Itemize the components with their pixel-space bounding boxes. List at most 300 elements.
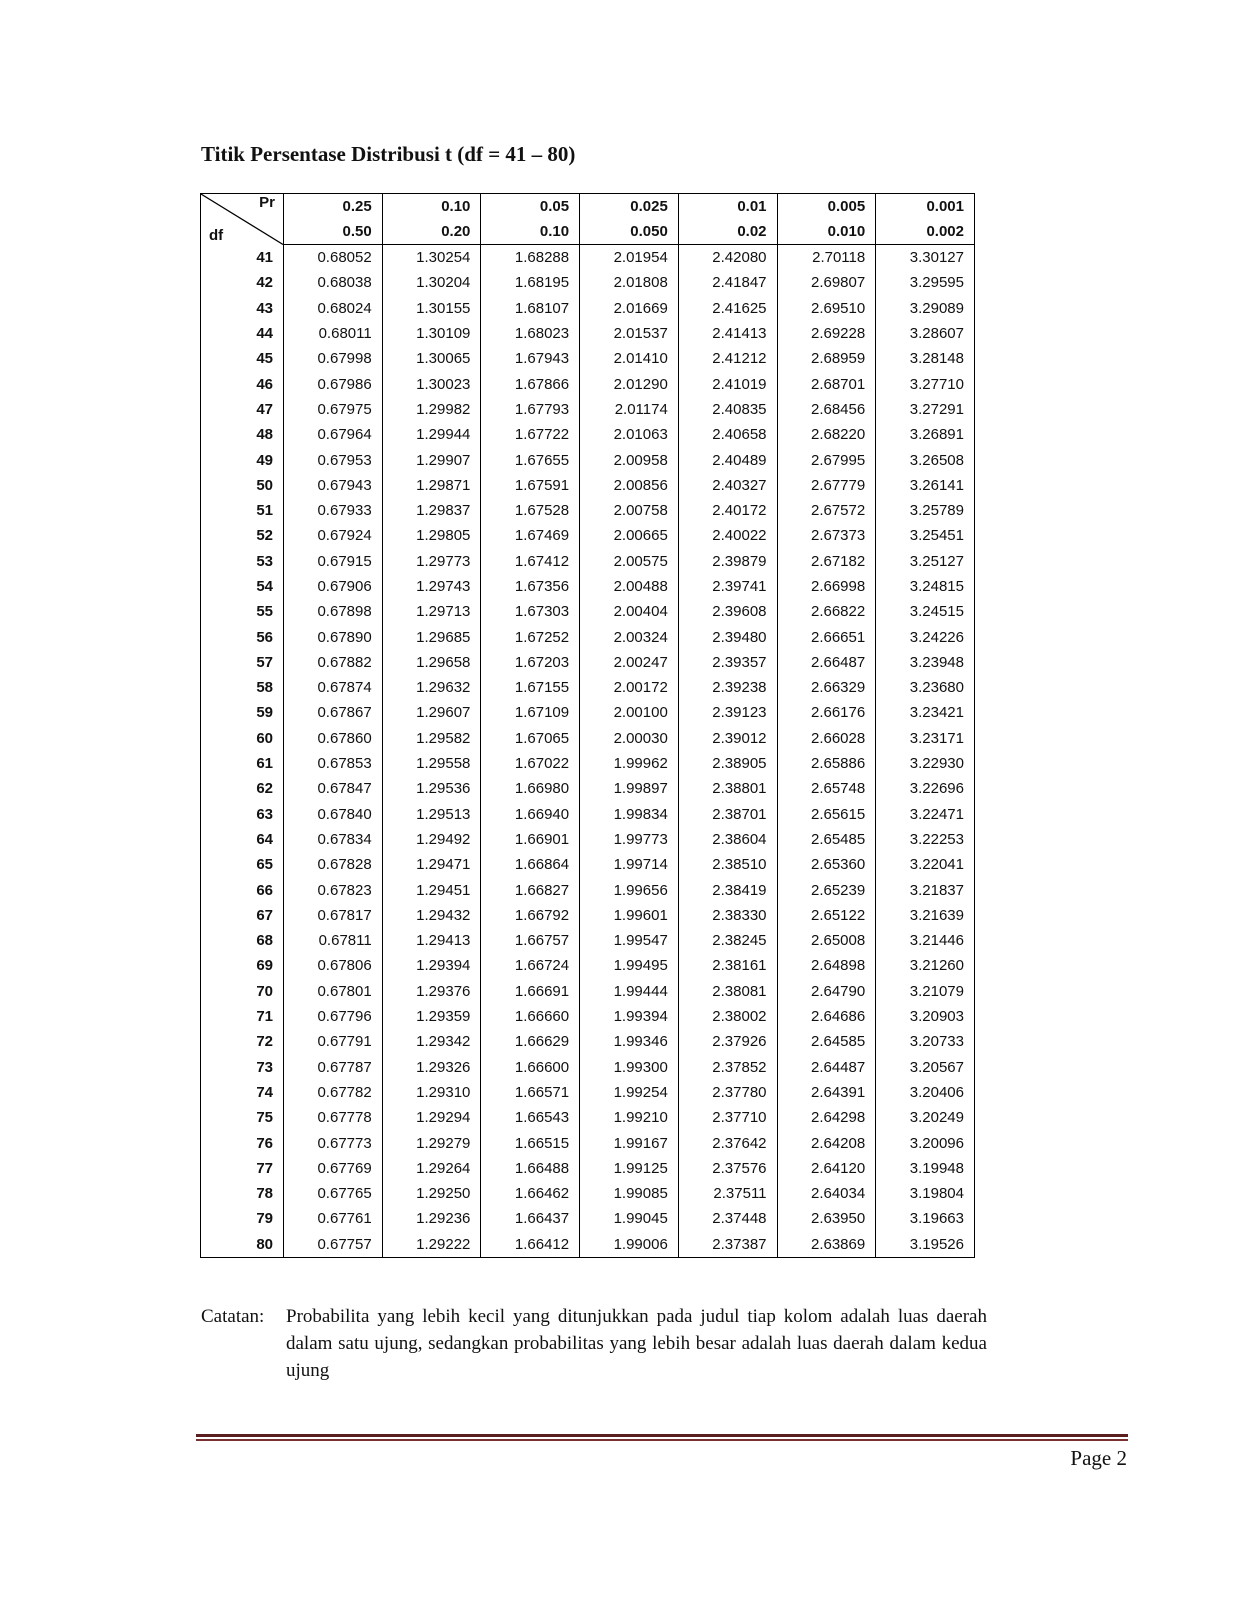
table-row [201, 270, 975, 295]
value-cell: 1.67866 [481, 371, 580, 396]
value-cell: 3.21837 [876, 877, 975, 902]
value-cell: 3.28607 [876, 321, 975, 346]
value-cell: 2.65239 [777, 877, 876, 902]
value-cell: 3.23680 [876, 675, 975, 700]
value-cell: 1.29451 [382, 877, 481, 902]
value-cell: 2.64790 [777, 979, 876, 1004]
value-cell: 2.67182 [777, 549, 876, 574]
value-cell: 2.37387 [678, 1232, 777, 1258]
value-cell: 2.38701 [678, 802, 777, 827]
df-cell: 72 [201, 1029, 284, 1054]
value-cell: 1.29658 [382, 650, 481, 675]
value-cell: 1.67303 [481, 599, 580, 624]
value-cell: 0.67791 [284, 1029, 383, 1054]
table-row [201, 447, 975, 472]
value-cell: 2.66651 [777, 624, 876, 649]
table-row [201, 1232, 975, 1258]
value-cell: 1.30065 [382, 346, 481, 371]
value-cell: 2.67995 [777, 447, 876, 472]
value-cell: 1.29907 [382, 447, 481, 472]
value-cell: 3.24226 [876, 624, 975, 649]
value-cell: 3.20733 [876, 1029, 975, 1054]
value-cell: 3.21446 [876, 928, 975, 953]
value-cell: 2.37448 [678, 1206, 777, 1231]
value-cell: 2.64585 [777, 1029, 876, 1054]
table-row [201, 296, 975, 321]
df-cell: 76 [201, 1130, 284, 1155]
value-cell: 2.41625 [678, 296, 777, 321]
table-row [201, 1105, 975, 1130]
df-cell: 54 [201, 574, 284, 599]
value-cell: 2.38161 [678, 953, 777, 978]
value-cell: 0.67778 [284, 1105, 383, 1130]
value-cell: 1.99210 [580, 1105, 679, 1130]
value-cell: 3.22471 [876, 802, 975, 827]
df-cell: 61 [201, 751, 284, 776]
df-cell: 67 [201, 903, 284, 928]
value-cell: 2.00665 [580, 523, 679, 548]
value-cell: 3.19804 [876, 1181, 975, 1206]
value-cell: 2.37780 [678, 1080, 777, 1105]
df-cell: 74 [201, 1080, 284, 1105]
table-row [201, 650, 975, 675]
value-cell: 1.99444 [580, 979, 679, 1004]
df-cell: 53 [201, 549, 284, 574]
header-row-two-tail [201, 219, 975, 245]
value-cell: 1.99167 [580, 1130, 679, 1155]
value-cell: 2.41413 [678, 321, 777, 346]
table-row [201, 1004, 975, 1029]
value-cell: 0.67898 [284, 599, 383, 624]
value-cell: 1.29773 [382, 549, 481, 574]
value-cell: 2.40658 [678, 422, 777, 447]
value-cell: 3.20096 [876, 1130, 975, 1155]
value-cell: 1.67528 [481, 498, 580, 523]
value-cell: 0.67757 [284, 1232, 383, 1258]
value-cell: 1.99834 [580, 802, 679, 827]
value-cell: 1.29805 [382, 523, 481, 548]
table-row [201, 877, 975, 902]
value-cell: 3.25789 [876, 498, 975, 523]
value-cell: 2.37511 [678, 1181, 777, 1206]
df-cell: 57 [201, 650, 284, 675]
value-cell: 1.29326 [382, 1055, 481, 1080]
value-cell: 1.99547 [580, 928, 679, 953]
value-cell: 2.39741 [678, 574, 777, 599]
value-cell: 2.41847 [678, 270, 777, 295]
df-cell: 79 [201, 1206, 284, 1231]
value-cell: 1.29279 [382, 1130, 481, 1155]
df-cell: 56 [201, 624, 284, 649]
value-cell: 1.30109 [382, 321, 481, 346]
value-cell: 1.66629 [481, 1029, 580, 1054]
value-cell: 1.29250 [382, 1181, 481, 1206]
value-cell: 2.68959 [777, 346, 876, 371]
value-cell: 1.66940 [481, 802, 580, 827]
value-cell: 2.69807 [777, 270, 876, 295]
value-cell: 1.29376 [382, 979, 481, 1004]
value-cell: 0.67924 [284, 523, 383, 548]
df-cell: 42 [201, 270, 284, 295]
value-cell: 1.99254 [580, 1080, 679, 1105]
value-cell: 2.64298 [777, 1105, 876, 1130]
t-distribution-table [200, 193, 975, 1258]
value-cell: 1.67203 [481, 650, 580, 675]
value-cell: 3.23948 [876, 650, 975, 675]
value-cell: 1.29492 [382, 827, 481, 852]
value-cell: 2.00575 [580, 549, 679, 574]
value-cell: 1.66757 [481, 928, 580, 953]
note-label: Catatan: [201, 1306, 265, 1327]
value-cell: 3.23171 [876, 726, 975, 751]
table-row [201, 700, 975, 725]
table-row [201, 498, 975, 523]
value-cell: 1.66543 [481, 1105, 580, 1130]
value-cell: 3.25127 [876, 549, 975, 574]
value-cell: 1.67412 [481, 549, 580, 574]
value-cell: 1.29743 [382, 574, 481, 599]
value-cell: 1.29944 [382, 422, 481, 447]
note-text: Probabilita yang lebih kecil yang ditunjukkan pada judul tiap kolom adalah luas daerah dalam satu ujung, sedangkan probabilitas yang lebih besar adalah luas daerah dalam kedua ujung [286, 1306, 987, 1381]
table-row [201, 574, 975, 599]
table-row [201, 1080, 975, 1105]
table-row [201, 802, 975, 827]
table-row [201, 675, 975, 700]
value-cell: 1.66515 [481, 1130, 580, 1155]
df-cell: 63 [201, 802, 284, 827]
value-cell: 2.01410 [580, 346, 679, 371]
df-cell: 62 [201, 776, 284, 801]
value-cell: 1.29413 [382, 928, 481, 953]
table-row [201, 726, 975, 751]
value-cell: 1.30155 [382, 296, 481, 321]
value-cell: 2.65485 [777, 827, 876, 852]
df-cell: 43 [201, 296, 284, 321]
value-cell: 1.29632 [382, 675, 481, 700]
value-cell: 1.29222 [382, 1232, 481, 1258]
note-block [201, 1303, 987, 1384]
value-cell: 2.64034 [777, 1181, 876, 1206]
value-cell: 1.29513 [382, 802, 481, 827]
value-cell: 0.67834 [284, 827, 383, 852]
value-cell: 1.66724 [481, 953, 580, 978]
value-cell: 0.67828 [284, 852, 383, 877]
value-cell: 2.37642 [678, 1130, 777, 1155]
corner-pr-label: Pr [259, 194, 275, 211]
value-cell: 2.39238 [678, 675, 777, 700]
value-cell: 0.67860 [284, 726, 383, 751]
footer-divider-thick [196, 1434, 1128, 1437]
value-cell: 2.64208 [777, 1130, 876, 1155]
footer-divider [196, 1434, 1128, 1442]
value-cell: 2.00324 [580, 624, 679, 649]
value-cell: 2.64686 [777, 1004, 876, 1029]
value-cell: 1.66437 [481, 1206, 580, 1231]
value-cell: 1.29871 [382, 473, 481, 498]
value-cell: 2.00488 [580, 574, 679, 599]
value-cell: 1.29837 [382, 498, 481, 523]
df-cell: 55 [201, 599, 284, 624]
value-cell: 1.66864 [481, 852, 580, 877]
value-cell: 2.42080 [678, 245, 777, 271]
header-one-tail-2: 0.05 [481, 194, 580, 220]
value-cell: 1.99085 [580, 1181, 679, 1206]
value-cell: 1.99300 [580, 1055, 679, 1080]
value-cell: 1.66488 [481, 1156, 580, 1181]
value-cell: 0.67964 [284, 422, 383, 447]
value-cell: 2.00247 [580, 650, 679, 675]
value-cell: 3.26891 [876, 422, 975, 447]
value-cell: 2.40022 [678, 523, 777, 548]
df-cell: 71 [201, 1004, 284, 1029]
df-cell: 46 [201, 371, 284, 396]
df-cell: 65 [201, 852, 284, 877]
value-cell: 3.22253 [876, 827, 975, 852]
value-cell: 2.68701 [777, 371, 876, 396]
value-cell: 0.67998 [284, 346, 383, 371]
value-cell: 1.29359 [382, 1004, 481, 1029]
value-cell: 1.29310 [382, 1080, 481, 1105]
value-cell: 1.66980 [481, 776, 580, 801]
df-cell: 75 [201, 1105, 284, 1130]
value-cell: 2.65886 [777, 751, 876, 776]
header-one-tail-4: 0.01 [678, 194, 777, 220]
value-cell: 0.67953 [284, 447, 383, 472]
value-cell: 1.67155 [481, 675, 580, 700]
header-two-tail-3: 0.050 [580, 219, 679, 245]
value-cell: 2.38081 [678, 979, 777, 1004]
value-cell: 3.25451 [876, 523, 975, 548]
value-cell: 1.67469 [481, 523, 580, 548]
value-cell: 2.00856 [580, 473, 679, 498]
value-cell: 2.66998 [777, 574, 876, 599]
value-cell: 2.37576 [678, 1156, 777, 1181]
value-cell: 2.64391 [777, 1080, 876, 1105]
value-cell: 0.67986 [284, 371, 383, 396]
value-cell: 2.69510 [777, 296, 876, 321]
df-cell: 48 [201, 422, 284, 447]
value-cell: 2.38801 [678, 776, 777, 801]
value-cell: 2.68456 [777, 397, 876, 422]
table-row [201, 549, 975, 574]
value-cell: 2.39608 [678, 599, 777, 624]
value-cell: 2.68220 [777, 422, 876, 447]
value-cell: 0.67806 [284, 953, 383, 978]
df-cell: 66 [201, 877, 284, 902]
value-cell: 0.67882 [284, 650, 383, 675]
table-row [201, 751, 975, 776]
value-cell: 2.00172 [580, 675, 679, 700]
value-cell: 2.39123 [678, 700, 777, 725]
value-cell: 2.65360 [777, 852, 876, 877]
value-cell: 1.99601 [580, 903, 679, 928]
header-two-tail-5: 0.010 [777, 219, 876, 245]
value-cell: 1.99346 [580, 1029, 679, 1054]
value-cell: 1.66462 [481, 1181, 580, 1206]
header-two-tail-4: 0.02 [678, 219, 777, 245]
df-cell: 50 [201, 473, 284, 498]
value-cell: 2.01290 [580, 371, 679, 396]
value-cell: 1.68023 [481, 321, 580, 346]
value-cell: 1.67722 [481, 422, 580, 447]
value-cell: 2.39357 [678, 650, 777, 675]
df-cell: 59 [201, 700, 284, 725]
value-cell: 0.67796 [284, 1004, 383, 1029]
value-cell: 3.20903 [876, 1004, 975, 1029]
value-cell: 3.21260 [876, 953, 975, 978]
df-cell: 69 [201, 953, 284, 978]
df-cell: 68 [201, 928, 284, 953]
value-cell: 0.67874 [284, 675, 383, 700]
value-cell: 1.68288 [481, 245, 580, 271]
value-cell: 1.99656 [580, 877, 679, 902]
table-body [201, 245, 975, 1258]
value-cell: 1.29582 [382, 726, 481, 751]
df-cell: 47 [201, 397, 284, 422]
value-cell: 2.38510 [678, 852, 777, 877]
value-cell: 1.67065 [481, 726, 580, 751]
table-row [201, 346, 975, 371]
value-cell: 2.40489 [678, 447, 777, 472]
page-number: Page 2 [1070, 1446, 1127, 1470]
value-cell: 1.29713 [382, 599, 481, 624]
page-title: Titik Persentase Distribusi t (df = 41 – 80) [201, 142, 576, 166]
table-row [201, 523, 975, 548]
value-cell: 3.20249 [876, 1105, 975, 1130]
value-cell: 2.40172 [678, 498, 777, 523]
value-cell: 0.68024 [284, 296, 383, 321]
value-cell: 3.26508 [876, 447, 975, 472]
value-cell: 2.37710 [678, 1105, 777, 1130]
value-cell: 2.38245 [678, 928, 777, 953]
value-cell: 1.29264 [382, 1156, 481, 1181]
df-cell: 44 [201, 321, 284, 346]
value-cell: 0.67853 [284, 751, 383, 776]
value-cell: 0.67840 [284, 802, 383, 827]
value-cell: 1.99394 [580, 1004, 679, 1029]
value-cell: 1.67943 [481, 346, 580, 371]
value-cell: 2.66487 [777, 650, 876, 675]
value-cell: 3.19663 [876, 1206, 975, 1231]
value-cell: 1.29471 [382, 852, 481, 877]
value-cell: 2.39879 [678, 549, 777, 574]
table-row [201, 624, 975, 649]
value-cell: 2.00758 [580, 498, 679, 523]
value-cell: 1.66571 [481, 1080, 580, 1105]
value-cell: 1.29432 [382, 903, 481, 928]
value-cell: 2.01669 [580, 296, 679, 321]
value-cell: 2.65615 [777, 802, 876, 827]
value-cell: 0.68038 [284, 270, 383, 295]
value-cell: 3.21639 [876, 903, 975, 928]
value-cell: 1.67022 [481, 751, 580, 776]
df-cell: 52 [201, 523, 284, 548]
value-cell: 0.67782 [284, 1080, 383, 1105]
value-cell: 2.65748 [777, 776, 876, 801]
value-cell: 3.23421 [876, 700, 975, 725]
value-cell: 2.40327 [678, 473, 777, 498]
value-cell: 1.67655 [481, 447, 580, 472]
header-one-tail-0: 0.25 [284, 194, 383, 220]
value-cell: 1.30023 [382, 371, 481, 396]
value-cell: 2.38604 [678, 827, 777, 852]
value-cell: 3.29595 [876, 270, 975, 295]
value-cell: 0.67867 [284, 700, 383, 725]
table-row [201, 397, 975, 422]
value-cell: 2.70118 [777, 245, 876, 271]
value-cell: 1.66600 [481, 1055, 580, 1080]
value-cell: 2.41019 [678, 371, 777, 396]
corner-cell [201, 194, 284, 245]
value-cell: 2.38905 [678, 751, 777, 776]
value-cell: 1.99045 [580, 1206, 679, 1231]
table-row [201, 979, 975, 1004]
value-cell: 0.67975 [284, 397, 383, 422]
value-cell: 2.41212 [678, 346, 777, 371]
value-cell: 1.67356 [481, 574, 580, 599]
value-cell: 2.66176 [777, 700, 876, 725]
df-cell: 80 [201, 1232, 284, 1258]
table-row [201, 245, 975, 271]
value-cell: 2.63950 [777, 1206, 876, 1231]
header-one-tail-3: 0.025 [580, 194, 679, 220]
value-cell: 2.01954 [580, 245, 679, 271]
value-cell: 1.29558 [382, 751, 481, 776]
value-cell: 1.99962 [580, 751, 679, 776]
df-cell: 51 [201, 498, 284, 523]
table-row [201, 371, 975, 396]
table-row [201, 1206, 975, 1231]
value-cell: 1.66792 [481, 903, 580, 928]
value-cell: 2.67779 [777, 473, 876, 498]
table-row [201, 928, 975, 953]
value-cell: 1.29607 [382, 700, 481, 725]
value-cell: 2.66329 [777, 675, 876, 700]
value-cell: 1.29685 [382, 624, 481, 649]
df-cell: 70 [201, 979, 284, 1004]
value-cell: 1.67793 [481, 397, 580, 422]
header-one-tail-5: 0.005 [777, 194, 876, 220]
table-row [201, 1055, 975, 1080]
value-cell: 1.66827 [481, 877, 580, 902]
value-cell: 0.67765 [284, 1181, 383, 1206]
header-row-one-tail [201, 194, 975, 220]
value-cell: 1.29342 [382, 1029, 481, 1054]
value-cell: 1.67252 [481, 624, 580, 649]
footer-divider-thin [196, 1439, 1128, 1441]
value-cell: 2.64120 [777, 1156, 876, 1181]
table-row [201, 903, 975, 928]
corner-df-label: df [209, 226, 224, 244]
value-cell: 0.67823 [284, 877, 383, 902]
table-row [201, 1130, 975, 1155]
value-cell: 2.65008 [777, 928, 876, 953]
df-cell: 77 [201, 1156, 284, 1181]
value-cell: 3.22696 [876, 776, 975, 801]
table-row [201, 1029, 975, 1054]
value-cell: 2.67572 [777, 498, 876, 523]
table-row [201, 1181, 975, 1206]
value-cell: 2.67373 [777, 523, 876, 548]
value-cell: 2.63869 [777, 1232, 876, 1258]
value-cell: 3.19526 [876, 1232, 975, 1258]
value-cell: 0.68011 [284, 321, 383, 346]
header-one-tail-1: 0.10 [382, 194, 481, 220]
value-cell: 2.39480 [678, 624, 777, 649]
value-cell: 1.68195 [481, 270, 580, 295]
value-cell: 0.68052 [284, 245, 383, 271]
value-cell: 1.99773 [580, 827, 679, 852]
